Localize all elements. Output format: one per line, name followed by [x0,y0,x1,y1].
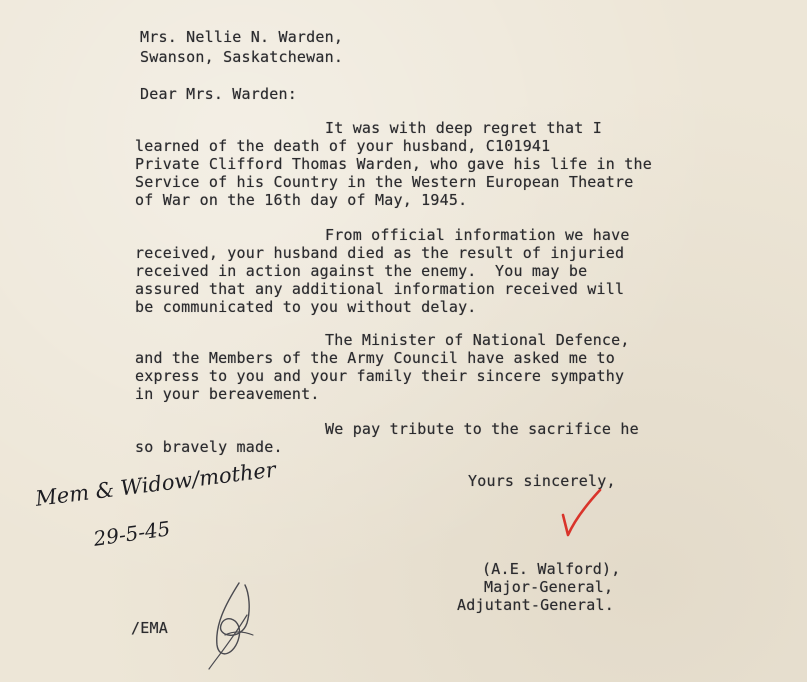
para3-line-3: express to you and your family their sincere sympathy [135,367,625,385]
para2-line-5: be communicated to you without delay. [135,298,477,316]
para1-line-3: Private Clifford Thomas Warden, who gave his life in the [135,155,652,173]
para3-line-4: in your bereavement. [135,385,320,403]
para1-line-4: Service of his Country in the Western European Theatre [135,173,634,191]
para3-line-2: and the Members of the Army Council have asked me to [135,349,615,367]
para2-line-1: From official information we have [325,226,630,244]
para2-line-4: assured that any additional information received will [135,280,625,298]
para4-line-1: We pay tribute to the sacrifice he [325,420,639,438]
salutation: Dear Mrs. Warden: [140,85,297,103]
para1-line-5: of War on the 16th day of May, 1945. [135,191,468,209]
para2-line-3: received in action against the enemy. You may be [135,262,588,280]
para4-line-2: so bravely made. [135,438,283,456]
reference-initials: /EMA [131,619,168,637]
address-line-1: Mrs. Nellie N. Warden, [140,28,344,46]
closing: Yours sincerely, [468,472,616,490]
pencil-initials-icon [195,575,275,675]
handwritten-date: 29-5-45 [92,516,172,551]
address-line-2: Swanson, Saskatchewan. [140,48,344,66]
para1-line-2: learned of the death of your husband, C101941 [135,137,551,155]
para2-line-2: received, your husband died as the result of injuried [135,244,625,262]
signatory-name: (A.E. Walford), [482,560,621,578]
handwritten-note: Mem & Widow/mother [34,457,278,511]
red-check-mark-icon [555,485,605,545]
signatory-rank: Major-General, [484,578,614,596]
para1-line-1: It was with deep regret that I [325,119,602,137]
para3-line-1: The Minister of National Defence, [325,331,630,349]
signatory-title: Adjutant-General. [457,596,614,614]
